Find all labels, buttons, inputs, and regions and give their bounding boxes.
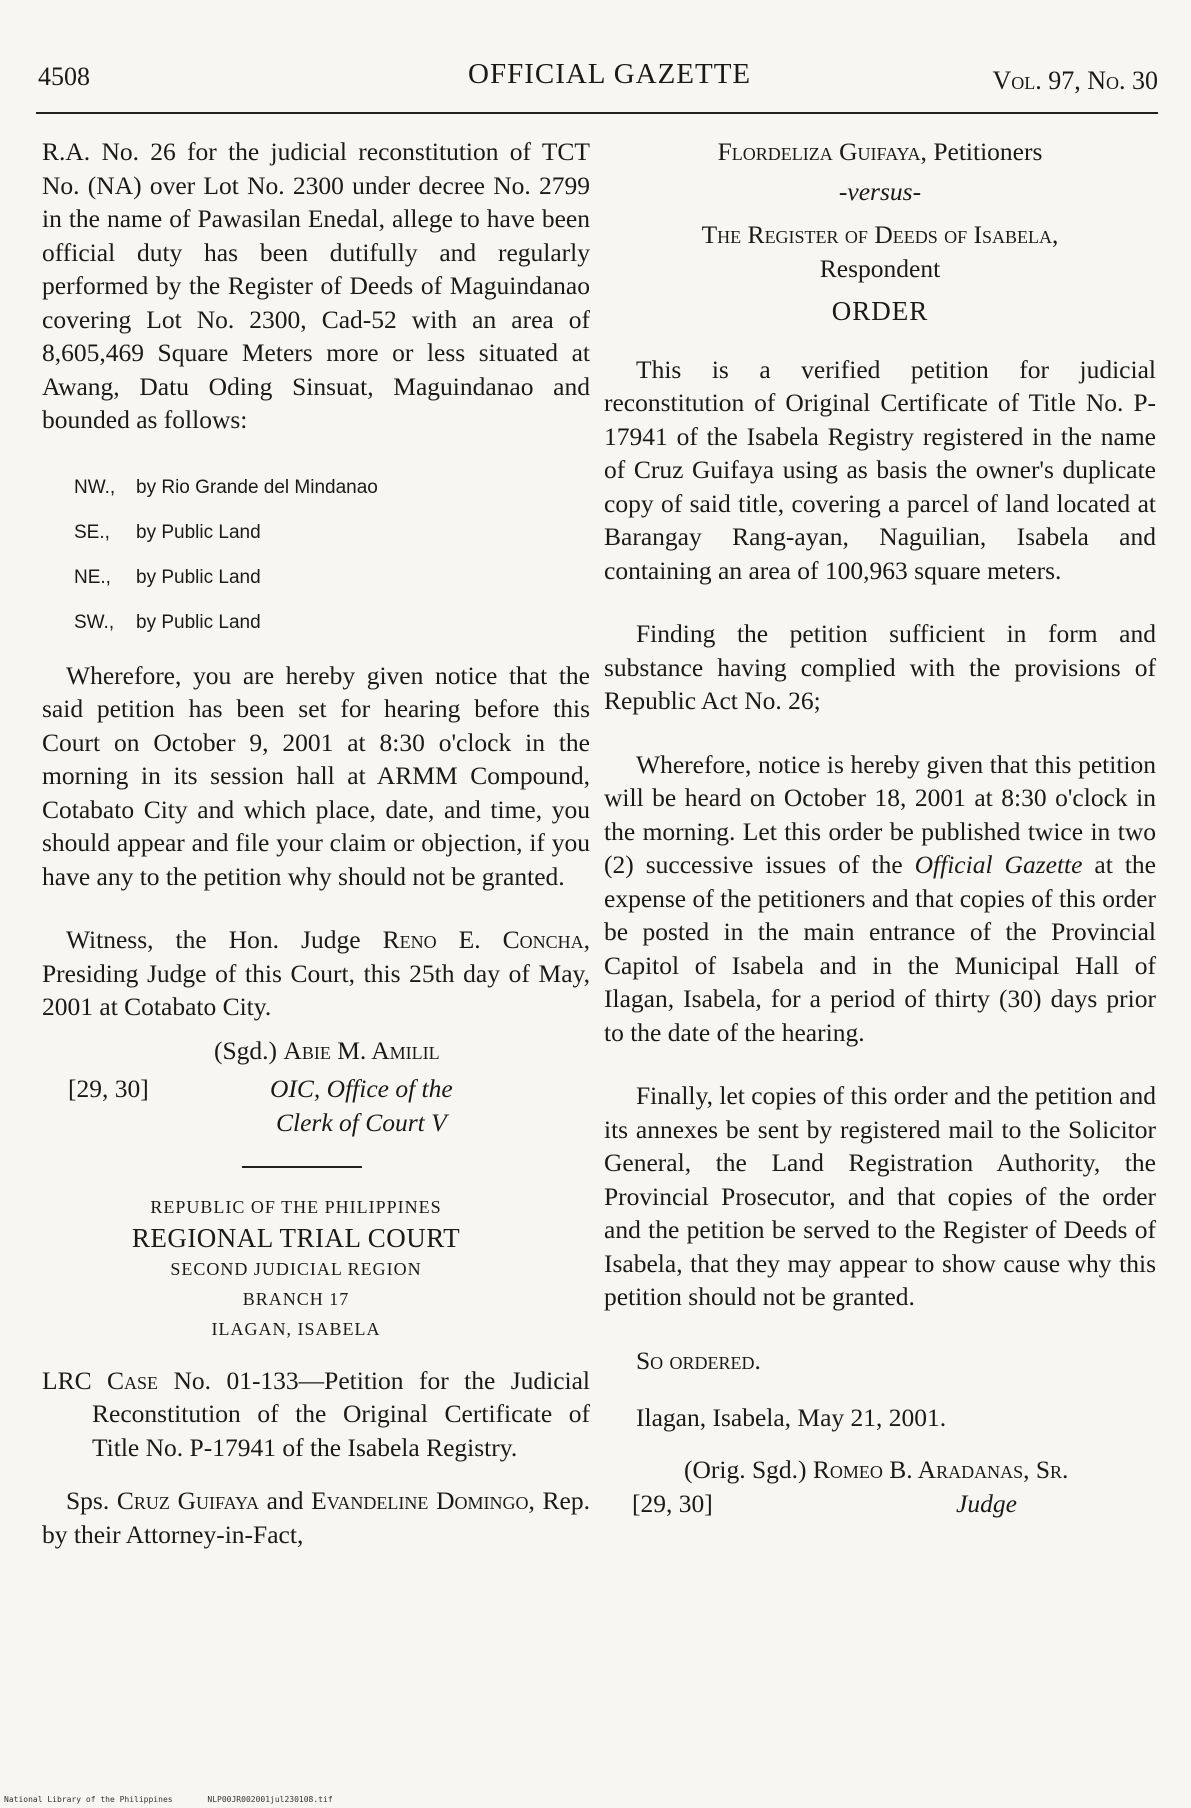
scan-footer bbox=[4, 1795, 363, 1804]
judicial-region: SECOND JUDICIAL REGION bbox=[170, 1258, 422, 1279]
signatory-title: OIC, Office of the bbox=[270, 1073, 453, 1103]
order-paragraph-4: Finally, let copies of this order and the petition and its annexes be sent by registered mail to the Solicitor General, the Land Registration Authority, the Provincial Prosecutor, and that copies of the order and the petition be served to the Register of Deeds of Isabela, that they may appear to show cause why this petition should not be granted. bbox=[604, 1081, 1156, 1311]
signatory: (Orig. Sgd.) Romeo B. Aradanas, Sr. bbox=[684, 1454, 1069, 1484]
library-credit: National Library of the Philippines bbox=[4, 1795, 173, 1804]
boundary-item: SE., by Public Land bbox=[74, 521, 261, 543]
parties-paragraph: Sps. Cruz Guifaya and Evandeline Domingo, Rep. by their Attorney-in-Fact, bbox=[42, 1486, 590, 1549]
issue-numbers: [29, 30] bbox=[632, 1488, 713, 1518]
right-column bbox=[604, 135, 1156, 1533]
header-rule bbox=[36, 112, 1158, 114]
section-divider bbox=[242, 1166, 362, 1168]
court-location: ILAGAN, ISABELA bbox=[211, 1318, 381, 1339]
order-paragraph-1: This is a verified petition for judicial reconstitution of Original Certificate of Title No. P-17941 of the Isabela Registry registered in the name of Cruz Guifaya using as basis the owner's duplicate copy of said title, covering a parcel of land located at Barangay Rang-ayan, Naguilian, Isabela and containing an area of 100,963 square meters. bbox=[604, 354, 1156, 585]
boundary-item: NW., by Rio Grande del Mindanao bbox=[74, 476, 378, 498]
respondent-role: Respondent bbox=[819, 253, 941, 283]
republic-label: REPUBLIC OF THE PHILIPPINES bbox=[150, 1196, 442, 1217]
page-header bbox=[38, 58, 1158, 108]
petitioner-line: Flordeliza Guifaya, Petitioners bbox=[717, 137, 1043, 166]
page-number: 4508 bbox=[38, 62, 90, 91]
file-name: NLP00JR002001jul230108.tif bbox=[207, 1795, 333, 1804]
publication-title: OFFICIAL GAZETTE bbox=[468, 58, 752, 90]
boundaries-list bbox=[74, 465, 590, 645]
court-name: REGIONAL TRIAL COURT bbox=[131, 1222, 461, 1253]
court-heading bbox=[42, 1192, 590, 1344]
signatory-title: Judge bbox=[956, 1488, 1017, 1518]
boundary-item: NE., by Public Land bbox=[74, 566, 261, 588]
branch: BRANCH 17 bbox=[242, 1288, 350, 1309]
respondent-name: The Register of Deeds of Isabela, bbox=[701, 220, 1059, 249]
signatory-title: Clerk of Court V bbox=[276, 1107, 447, 1137]
place-date: Ilagan, Isabela, May 21, 2001. bbox=[636, 1403, 947, 1432]
boundary-item: SW., by Public Land bbox=[74, 611, 261, 633]
left-column bbox=[42, 135, 590, 1551]
order-paragraph-3: Wherefore, notice is hereby given that this petition will be heard on October 18, 2001 at 8:30 o'clock in the morning. Let this order be published twice in two (2) successive issues of the Official Gazette at the expense of the petitioners and that copies of this order be posted in the main entrance of the Provincial Capitol of Isabela and in the Municipal Hall of Ilagan, Isabela, for a period of thirty (30) days prior to the date of the hearing. bbox=[604, 749, 1156, 1047]
so-ordered: So ordered. bbox=[636, 1345, 761, 1375]
judge-signature-block bbox=[604, 1453, 1156, 1533]
witness-paragraph: Witness, the Hon. Judge Reno E. Concha, Presiding Judge of this Court, this 25th day of May, 2001 at Cotabato City. bbox=[42, 925, 590, 1021]
volume-number: Vol. 97, No. 30 bbox=[992, 66, 1158, 95]
case-caption: LRC Case No. 01-133—Petition for the Judicial Reconstitution of the Original Certificate of Title No. P-17941 of the Isabela Registry. bbox=[42, 1365, 591, 1462]
order-paragraph-2: Finding the petition sufficient in form and substance having complied with the provisions of Republic Act No. 26; bbox=[604, 619, 1156, 715]
signatory: (Sgd.) Abie M. Amilil bbox=[214, 1035, 440, 1065]
versus-label: -versus- bbox=[838, 176, 922, 206]
wherefore-paragraph: Wherefore, you are hereby given notice that the said petition has been set for hearing before this Court on October 9, 2001 at 8:30 o'clock in the morning in its session hall at ARMM Compound, Cotabato City and which place, date, and time, you should appear and file your claim or objection, if you have any to the petition why should not be granted. bbox=[42, 660, 590, 891]
notice-intro: R.A. No. 26 for the judicial reconstitution of TCT No. (NA) over Lot No. 2300 under decree No. 2799 in the name of Pawasilan Enedal, allege to have been official duty has been dutifully and regularly performed by the Register of Deeds of Maguindanao covering Lot No. 2300, Cad-52 with an area of 8,605,469 Square Meters more or less situated at Awang, Datu Oding Sinsuat, Maguindanao and bounded as follows: bbox=[42, 137, 590, 434]
issue-numbers: [29, 30] bbox=[68, 1073, 149, 1103]
clerk-signature-block bbox=[42, 1034, 590, 1144]
order-title: ORDER bbox=[831, 296, 929, 326]
